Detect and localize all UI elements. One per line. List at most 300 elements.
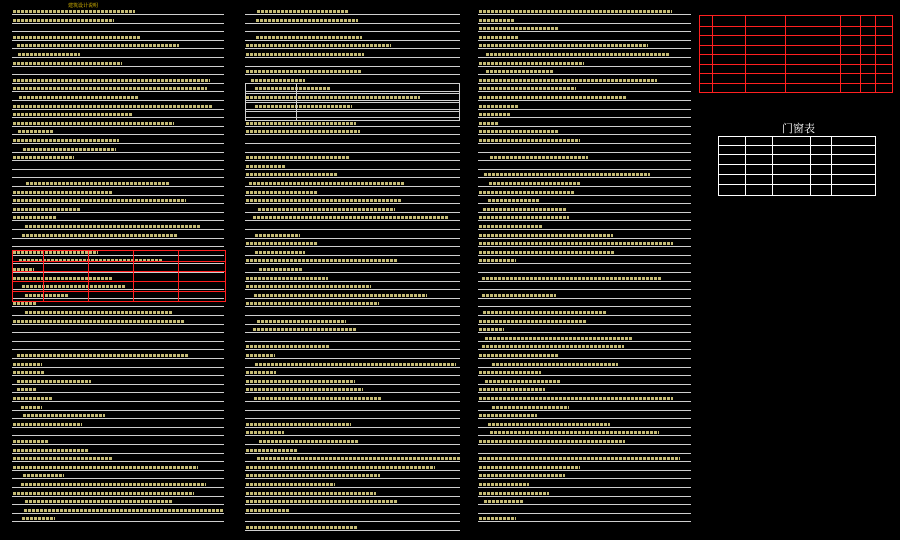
rule-line bbox=[478, 470, 691, 471]
rule-line bbox=[12, 315, 224, 316]
text-bar bbox=[13, 457, 113, 460]
text-bar bbox=[246, 388, 363, 391]
rule-line bbox=[12, 83, 224, 84]
rule-line bbox=[245, 367, 460, 368]
text-bar bbox=[246, 44, 391, 47]
rule-line bbox=[12, 186, 224, 187]
rule-line bbox=[478, 513, 691, 514]
rule-line bbox=[478, 306, 691, 307]
text-bar bbox=[17, 388, 37, 391]
rule-line bbox=[478, 410, 691, 411]
text-bar bbox=[246, 70, 361, 73]
text-bar bbox=[485, 380, 559, 383]
rule-line bbox=[478, 349, 691, 350]
rule-line bbox=[245, 513, 460, 514]
text-bar bbox=[13, 440, 48, 443]
text-bar bbox=[13, 10, 135, 13]
text-bar bbox=[485, 337, 632, 340]
text-bar bbox=[479, 354, 559, 357]
text-bar bbox=[13, 208, 81, 211]
text-bar bbox=[479, 517, 516, 520]
rule-line bbox=[478, 341, 691, 342]
rule-line bbox=[12, 435, 224, 436]
rule-line bbox=[478, 392, 691, 393]
text-bar bbox=[479, 19, 514, 22]
text-bar bbox=[13, 122, 174, 125]
text-bar bbox=[253, 216, 448, 219]
text-bar bbox=[479, 79, 657, 82]
rule-line bbox=[245, 453, 460, 454]
text-bar bbox=[18, 53, 81, 56]
rule-line bbox=[12, 169, 224, 170]
text-bar bbox=[13, 62, 122, 65]
rule-line bbox=[12, 392, 224, 393]
text-bar bbox=[486, 53, 669, 56]
rule-line bbox=[478, 169, 691, 170]
text-bar bbox=[479, 122, 499, 125]
rule-line bbox=[12, 461, 224, 462]
rule-line bbox=[12, 444, 224, 445]
rule-line bbox=[245, 410, 460, 411]
text-bar bbox=[259, 440, 359, 443]
rule-line bbox=[12, 246, 224, 247]
material-schedule-table bbox=[12, 250, 226, 302]
rule-line bbox=[478, 229, 691, 230]
rule-line bbox=[478, 478, 691, 479]
text-bar bbox=[13, 423, 82, 426]
rule-line bbox=[12, 238, 224, 239]
rule-line bbox=[245, 220, 460, 221]
text-bar bbox=[479, 130, 558, 133]
rule-line bbox=[245, 478, 460, 479]
rule-line bbox=[245, 212, 460, 213]
rule-line bbox=[12, 229, 224, 230]
text-bar bbox=[490, 431, 658, 434]
rule-line bbox=[478, 444, 691, 445]
rule-line bbox=[12, 504, 224, 505]
rule-line bbox=[478, 384, 691, 385]
text-bar bbox=[246, 199, 401, 202]
rule-line bbox=[478, 255, 691, 256]
text-bar bbox=[13, 139, 119, 142]
text-bar bbox=[246, 371, 276, 374]
text-bar bbox=[246, 259, 397, 262]
rule-line bbox=[245, 281, 460, 282]
rule-line bbox=[478, 160, 691, 161]
text-bar bbox=[23, 414, 104, 417]
rule-line bbox=[245, 504, 460, 505]
text-bar bbox=[479, 113, 511, 116]
text-bar bbox=[13, 320, 184, 323]
rule-line bbox=[245, 332, 460, 333]
notes-column bbox=[478, 0, 691, 540]
text-bar bbox=[17, 380, 91, 383]
rule-line bbox=[245, 496, 460, 497]
rule-line bbox=[245, 203, 460, 204]
rule-line bbox=[12, 195, 224, 196]
rule-line bbox=[245, 324, 460, 325]
text-bar bbox=[479, 62, 584, 65]
text-bar bbox=[255, 251, 304, 254]
rule-line bbox=[245, 392, 460, 393]
rule-line bbox=[12, 306, 224, 307]
text-bar bbox=[257, 320, 347, 323]
rule-line bbox=[478, 23, 691, 24]
text-bar bbox=[482, 345, 624, 348]
text-bar bbox=[257, 457, 460, 460]
rule-line bbox=[245, 177, 460, 178]
rule-line bbox=[478, 238, 691, 239]
rule-line bbox=[478, 83, 691, 84]
rule-line bbox=[478, 109, 691, 110]
text-bar bbox=[19, 96, 139, 99]
text-bar bbox=[246, 122, 356, 125]
rule-line bbox=[478, 461, 691, 462]
rule-line bbox=[478, 220, 691, 221]
rule-line bbox=[245, 298, 460, 299]
text-bar bbox=[479, 466, 580, 469]
rule-line bbox=[245, 255, 460, 256]
rule-line bbox=[12, 91, 224, 92]
rule-line bbox=[12, 349, 224, 350]
rule-line bbox=[478, 246, 691, 247]
rule-line bbox=[245, 306, 460, 307]
rule-line bbox=[478, 281, 691, 282]
text-bar bbox=[246, 191, 318, 194]
rule-line bbox=[478, 487, 691, 488]
text-bar bbox=[13, 191, 113, 194]
rule-line bbox=[12, 478, 224, 479]
text-bar bbox=[259, 268, 303, 271]
text-bar bbox=[479, 10, 672, 13]
text-bar bbox=[489, 182, 580, 185]
rule-line bbox=[478, 504, 691, 505]
text-bar bbox=[246, 165, 285, 168]
text-bar bbox=[254, 397, 382, 400]
rule-line bbox=[12, 496, 224, 497]
text-bar bbox=[13, 371, 45, 374]
text-bar bbox=[13, 199, 186, 202]
rule-line bbox=[245, 14, 460, 15]
rule-line bbox=[12, 160, 224, 161]
rule-line bbox=[12, 401, 224, 402]
text-bar bbox=[479, 44, 648, 47]
rule-line bbox=[12, 23, 224, 24]
rule-line bbox=[245, 74, 460, 75]
text-bar bbox=[479, 440, 625, 443]
rule-line bbox=[12, 427, 224, 428]
text-bar bbox=[483, 311, 606, 314]
rule-line bbox=[12, 367, 224, 368]
text-bar bbox=[488, 423, 610, 426]
rule-line bbox=[478, 100, 691, 101]
text-bar bbox=[256, 19, 358, 22]
rule-line bbox=[478, 453, 691, 454]
text-bar bbox=[13, 302, 37, 305]
text-bar bbox=[479, 388, 545, 391]
rule-line bbox=[12, 358, 224, 359]
rule-line bbox=[12, 470, 224, 471]
rule-line bbox=[478, 126, 691, 127]
rule-line bbox=[245, 315, 460, 316]
text-bar bbox=[479, 96, 626, 99]
rule-line bbox=[12, 212, 224, 213]
rule-line bbox=[245, 66, 460, 67]
rule-line bbox=[478, 40, 691, 41]
text-bar bbox=[251, 79, 305, 82]
text-bar bbox=[479, 234, 613, 237]
text-bar bbox=[246, 285, 371, 288]
rule-line bbox=[245, 289, 460, 290]
text-bar bbox=[246, 277, 328, 280]
rule-line bbox=[478, 289, 691, 290]
text-bar bbox=[479, 225, 543, 228]
rule-line bbox=[478, 367, 691, 368]
text-bar bbox=[25, 225, 201, 228]
rule-line bbox=[478, 117, 691, 118]
rule-line bbox=[245, 238, 460, 239]
text-bar bbox=[492, 363, 619, 366]
text-bar bbox=[488, 199, 539, 202]
rule-line bbox=[245, 487, 460, 488]
rule-line bbox=[478, 177, 691, 178]
rule-line bbox=[12, 48, 224, 49]
text-bar bbox=[246, 500, 397, 503]
rule-line bbox=[12, 109, 224, 110]
text-bar bbox=[479, 216, 569, 219]
rule-line bbox=[12, 31, 224, 32]
rule-line bbox=[12, 126, 224, 127]
rule-line bbox=[12, 177, 224, 178]
rule-line bbox=[245, 470, 460, 471]
rule-line bbox=[245, 461, 460, 462]
text-bar bbox=[246, 526, 358, 529]
text-bar bbox=[246, 242, 317, 245]
text-bar bbox=[479, 87, 576, 90]
rule-line bbox=[478, 332, 691, 333]
text-bar bbox=[484, 173, 650, 176]
text-bar bbox=[13, 19, 114, 22]
rule-line bbox=[478, 401, 691, 402]
rule-line bbox=[478, 195, 691, 196]
rule-line bbox=[478, 74, 691, 75]
text-bar bbox=[13, 449, 88, 452]
text-bar bbox=[246, 423, 351, 426]
rule-line bbox=[245, 272, 460, 273]
rule-line bbox=[478, 435, 691, 436]
rule-line bbox=[12, 152, 224, 153]
rule-line bbox=[12, 14, 224, 15]
text-bar bbox=[492, 406, 570, 409]
rule-line bbox=[245, 31, 460, 32]
rule-line bbox=[245, 143, 460, 144]
text-bar bbox=[13, 363, 42, 366]
text-bar bbox=[21, 483, 206, 486]
rule-line bbox=[245, 48, 460, 49]
text-bar bbox=[13, 79, 210, 82]
rule-line bbox=[12, 453, 224, 454]
rule-line bbox=[478, 186, 691, 187]
rule-line bbox=[245, 349, 460, 350]
text-bar bbox=[22, 517, 56, 520]
text-bar bbox=[483, 208, 566, 211]
text-bar bbox=[479, 328, 504, 331]
text-bar bbox=[13, 113, 133, 116]
rule-line bbox=[478, 143, 691, 144]
text-bar bbox=[246, 466, 435, 469]
rule-line bbox=[478, 263, 691, 264]
rule-line bbox=[12, 220, 224, 221]
rule-line bbox=[478, 298, 691, 299]
text-bar bbox=[21, 406, 43, 409]
rule-line bbox=[12, 74, 224, 75]
text-bar bbox=[24, 509, 224, 512]
rule-line bbox=[478, 427, 691, 428]
text-bar bbox=[249, 182, 404, 185]
text-bar bbox=[479, 414, 537, 417]
text-bar bbox=[479, 242, 673, 245]
text-bar bbox=[479, 259, 516, 262]
rule-line bbox=[245, 57, 460, 58]
text-bar bbox=[246, 156, 350, 159]
rule-line bbox=[12, 513, 224, 514]
rule-line bbox=[12, 143, 224, 144]
text-bar bbox=[482, 294, 556, 297]
rule-line bbox=[245, 358, 460, 359]
rule-line bbox=[245, 134, 460, 135]
rule-line bbox=[478, 57, 691, 58]
rule-line bbox=[12, 418, 224, 419]
text-bar bbox=[479, 251, 615, 254]
rule-line bbox=[245, 444, 460, 445]
rule-line bbox=[245, 195, 460, 196]
rule-line bbox=[478, 203, 691, 204]
rule-line bbox=[478, 521, 691, 522]
door-window-table bbox=[718, 136, 876, 196]
text-bar bbox=[482, 277, 661, 280]
rule-line bbox=[478, 134, 691, 135]
text-bar bbox=[479, 105, 518, 108]
rule-line bbox=[245, 186, 460, 187]
text-bar bbox=[246, 509, 289, 512]
text-bar bbox=[479, 320, 586, 323]
rule-line bbox=[12, 40, 224, 41]
text-bar bbox=[246, 354, 275, 357]
rule-line bbox=[478, 66, 691, 67]
notes-column bbox=[245, 0, 460, 540]
rule-line bbox=[245, 341, 460, 342]
text-bar bbox=[13, 397, 53, 400]
rule-line bbox=[478, 14, 691, 15]
rule-line bbox=[478, 315, 691, 316]
text-bar bbox=[246, 302, 379, 305]
finish-schedule-table bbox=[245, 83, 460, 121]
rule-line bbox=[478, 375, 691, 376]
rule-line bbox=[245, 418, 460, 419]
rule-line bbox=[245, 40, 460, 41]
rule-line bbox=[245, 152, 460, 153]
rule-line bbox=[245, 246, 460, 247]
rule-line bbox=[478, 91, 691, 92]
text-bar bbox=[246, 492, 376, 495]
rule-line bbox=[245, 375, 460, 376]
text-bar bbox=[22, 234, 178, 237]
text-bar bbox=[17, 354, 188, 357]
text-bar bbox=[13, 492, 194, 495]
rule-line bbox=[12, 117, 224, 118]
rule-line bbox=[12, 332, 224, 333]
rule-line bbox=[12, 375, 224, 376]
text-bar bbox=[246, 345, 330, 348]
text-bar bbox=[257, 10, 349, 13]
text-bar bbox=[25, 311, 172, 314]
rule-line bbox=[12, 487, 224, 488]
text-bar bbox=[486, 70, 553, 73]
rule-line bbox=[245, 427, 460, 428]
rule-line bbox=[245, 263, 460, 264]
rule-line bbox=[12, 66, 224, 67]
text-bar bbox=[255, 234, 300, 237]
rule-line bbox=[478, 152, 691, 153]
rule-line bbox=[12, 324, 224, 325]
text-bar bbox=[18, 130, 52, 133]
rule-line bbox=[478, 212, 691, 213]
text-bar bbox=[479, 371, 541, 374]
rule-line bbox=[478, 324, 691, 325]
text-bar bbox=[479, 139, 580, 142]
text-bar bbox=[26, 182, 170, 185]
text-bar bbox=[479, 474, 565, 477]
rule-line bbox=[245, 23, 460, 24]
text-bar bbox=[23, 148, 116, 151]
text-bar bbox=[13, 87, 207, 90]
text-bar bbox=[246, 53, 364, 56]
text-bar bbox=[246, 449, 297, 452]
text-bar bbox=[479, 483, 529, 486]
text-bar bbox=[479, 36, 518, 39]
text-bar bbox=[246, 173, 338, 176]
sheet-title: 建筑设计说明 bbox=[68, 3, 99, 9]
text-bar bbox=[246, 483, 335, 486]
text-bar bbox=[246, 474, 380, 477]
text-bar bbox=[13, 216, 57, 219]
door-window-table-title: 门窗表 bbox=[782, 122, 815, 135]
text-bar bbox=[479, 457, 680, 460]
rule-line bbox=[478, 418, 691, 419]
text-bar bbox=[258, 208, 394, 211]
text-bar bbox=[13, 156, 74, 159]
rule-line bbox=[12, 410, 224, 411]
rule-line bbox=[245, 160, 460, 161]
rule-line bbox=[12, 521, 224, 522]
text-bar bbox=[13, 105, 212, 108]
rule-line bbox=[12, 100, 224, 101]
rule-line bbox=[478, 48, 691, 49]
text-bar bbox=[253, 328, 356, 331]
text-bar bbox=[479, 27, 559, 30]
rule-line bbox=[12, 57, 224, 58]
text-bar bbox=[246, 380, 355, 383]
rule-line bbox=[245, 435, 460, 436]
rule-line bbox=[245, 530, 460, 531]
text-bar bbox=[23, 474, 65, 477]
rule-line bbox=[245, 126, 460, 127]
text-bar bbox=[479, 397, 673, 400]
rule-line bbox=[245, 401, 460, 402]
rule-line bbox=[12, 203, 224, 204]
rule-line bbox=[478, 496, 691, 497]
rule-line bbox=[12, 341, 224, 342]
